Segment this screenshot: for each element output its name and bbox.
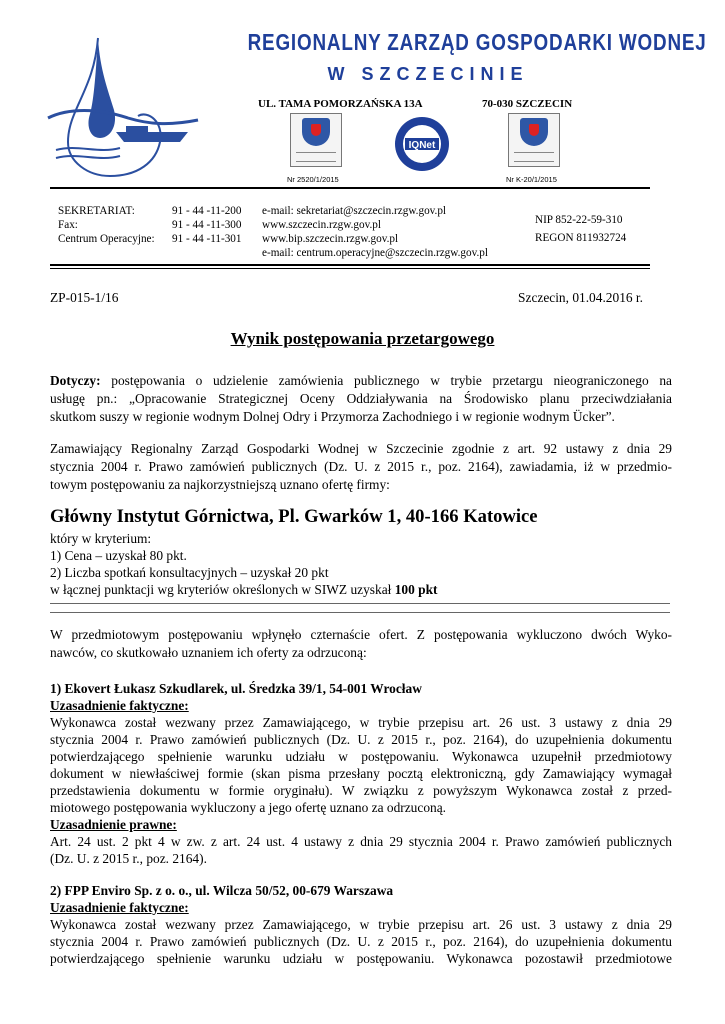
subject-text: postępowania o udzielenie zamówienia publicznego w trybie przetargu nieograniczonego na <box>100 373 672 388</box>
separator-line <box>50 603 670 613</box>
document-title: Wynik postępowania przetargowego <box>230 329 495 348</box>
subject-line: usługę pn.: „Opracowanie Strategicznej Oceny Oddziaływania na Środowisko planu przeciwdziałania <box>50 391 672 406</box>
justification-line: przedstawienia dokumentu w formie oryginału). W związku z powyższym Wykonawca został z przed- <box>50 783 672 798</box>
offers-line: nawców, co skutkowało uznaniem ich oferty za odrzuconą: <box>50 645 367 660</box>
company-ids <box>535 211 626 247</box>
justification-line: dokument w niewłaściwej formie (skan pisma przesłany pocztą elektroniczną, gdy Zamawiający wymagał <box>50 766 672 781</box>
contact-emails <box>262 204 488 260</box>
address-zip: 70-030 SZCZECIN <box>482 98 573 110</box>
justification-line: stycznia 2004 r. Prawo zamówień publicznych (Dz. U. z 2015 r., poz. 2164), do uzupełnienia dokumentu <box>50 934 672 949</box>
subject-line: skutkom suszy w regionie wodnym Dolnej Odry i Przymorza Zachodniego i w regionie wodnym Ücker”. <box>50 409 615 424</box>
cert-right-number: Nr K-20/1/2015 <box>506 175 557 184</box>
iqnet-certificate-icon <box>393 115 451 173</box>
justification-line: stycznia 2004 r. Prawo zamówień publicznych (Dz. U. z 2015 r., poz. 2164), do uzupełnienia dokumentu <box>50 732 672 747</box>
justification-line: Wykonawca został wezwany przez Zamawiającego, w trybie przepisu art. 26 ust. 3 ustawy z dnia 29 <box>50 917 672 932</box>
legal-line: (Dz. U. z 2015 r., poz. 2164). <box>50 851 207 866</box>
svg-text:IQNet: IQNet <box>408 140 436 151</box>
contact-email: e-mail: sekretariat@szczecin.rzgw.gov.pl <box>262 205 447 217</box>
contact-email: e-mail: centrum.operacyjne@szczecin.rzgw.gov.pl <box>262 247 488 259</box>
header-rule-top <box>50 187 650 189</box>
contact-label: Fax: <box>58 219 78 231</box>
offers-line: W przedmiotowym postępowaniu wpłynęło czternaście ofert. Z postępowania wykluczono dwóch Wyko- <box>50 627 672 642</box>
subject-label: Dotyczy: <box>50 373 101 388</box>
justification-line: potwierdzającego spełnienie warunku udziału w postępowaniu. Wykonawca uzupełnił przedmiotowy <box>50 749 672 764</box>
cert-left-number: Nr 2520/1/2015 <box>287 175 339 184</box>
winning-bidder: Główny Instytut Górnictwa, Pl. Gwarków 1, 40-166 Katowice <box>50 506 538 527</box>
factual-justification-label: Uzasadnienie faktyczne: <box>50 698 189 713</box>
nip-number: NIP 852-22-59-310 <box>535 214 623 226</box>
intro-line: Zamawiający Regionalny Zarząd Gospodarki Wodnej w Szczecinie zgodnie z art. 92 ustawy z dnia 29 <box>50 441 672 456</box>
justification-line: potwierdzającego spełnienie warunku udziału w postępowaniu. Wykonawca pozostawił przedmiotowe <box>50 951 672 966</box>
excluded-bidder-name: 1) Ekovert Łukasz Szkudlarek, ul. Średzka 39/1, 54-001 Wrocław <box>50 681 422 696</box>
pcbc-environment-certificate-icon <box>508 113 560 167</box>
pcbc-certificate-icon <box>290 113 342 167</box>
excluded-bidder-name: 2) FPP Enviro Sp. z o. o., ul. Wilcza 50/52, 00-679 Warszawa <box>50 883 394 898</box>
contact-website: www.szczecin.rzgw.gov.pl <box>262 219 381 231</box>
justification-line: Wykonawca został wezwany przez Zamawiającego, w trybie przepisu art. 26 ust. 3 ustawy z dnia 29 <box>50 715 672 730</box>
contact-bip: www.bip.szczecin.rzgw.gov.pl <box>262 233 399 245</box>
org-city: W SZCZECINIE <box>327 64 529 84</box>
contact-phone: 91 - 44 -11-200 <box>172 205 242 217</box>
header-rule-bottom <box>50 264 650 266</box>
justification-line: miotowego postępowania wykluczony a jego ofertę uznano za odrzuconą. <box>50 800 446 815</box>
contact-phone: 91 - 44 -11-300 <box>172 219 242 231</box>
criteria-line: 1) Cena – uzyskał 80 pkt. <box>50 548 187 563</box>
contact-phone: 91 - 44 -11-301 <box>172 233 242 245</box>
document-date: Szczecin, 01.04.2016 r. <box>518 290 643 305</box>
address-street: UL. TAMA POMORZAŃSKA 13A <box>258 98 423 110</box>
intro-line: towym postępowaniu za najkorzystniejszą uznano ofertę firmy: <box>50 477 390 492</box>
contact-label: Centrum Operacyjne: <box>58 233 155 245</box>
criteria-line: 2) Liczba spotkań konsultacyjnych – uzyskał 20 pkt <box>50 565 329 580</box>
criteria-line: który w kryterium: <box>50 531 152 546</box>
total-points-text: w łącznej punktacji wg kryteriów określonych w SIWZ uzyskał <box>50 582 395 597</box>
intro-line: stycznia 2004 r. Prawo zamówień publicznych (Dz. U. z 2015 r., poz. 2164), zawiadamia, iż w przedmio- <box>50 459 672 474</box>
org-name: REGIONALNY ZARZĄD GOSPODARKI WODNEJ <box>247 29 707 55</box>
contact-phones <box>172 204 242 246</box>
contact-label: SEKRETARIAT: <box>58 205 135 217</box>
subject-line <box>50 372 672 390</box>
total-points-value: 100 pkt <box>394 582 438 597</box>
contact-labels <box>58 204 155 246</box>
total-points-line <box>50 581 438 599</box>
regon-number: REGON 811932724 <box>535 232 627 244</box>
legal-justification-label: Uzasadnienie prawne: <box>50 817 177 832</box>
document-reference: ZP-015-1/16 <box>50 290 119 305</box>
legal-line: Art. 24 ust. 2 pkt 4 w zw. z art. 24 ust. 4 ustawy z dnia 29 stycznia 2004 r. Prawo zamówień publicznych <box>50 834 672 849</box>
factual-justification-label: Uzasadnienie faktyczne: <box>50 900 189 915</box>
header-rule-bottom-thin <box>50 268 650 269</box>
rzgw-logo <box>38 30 206 178</box>
